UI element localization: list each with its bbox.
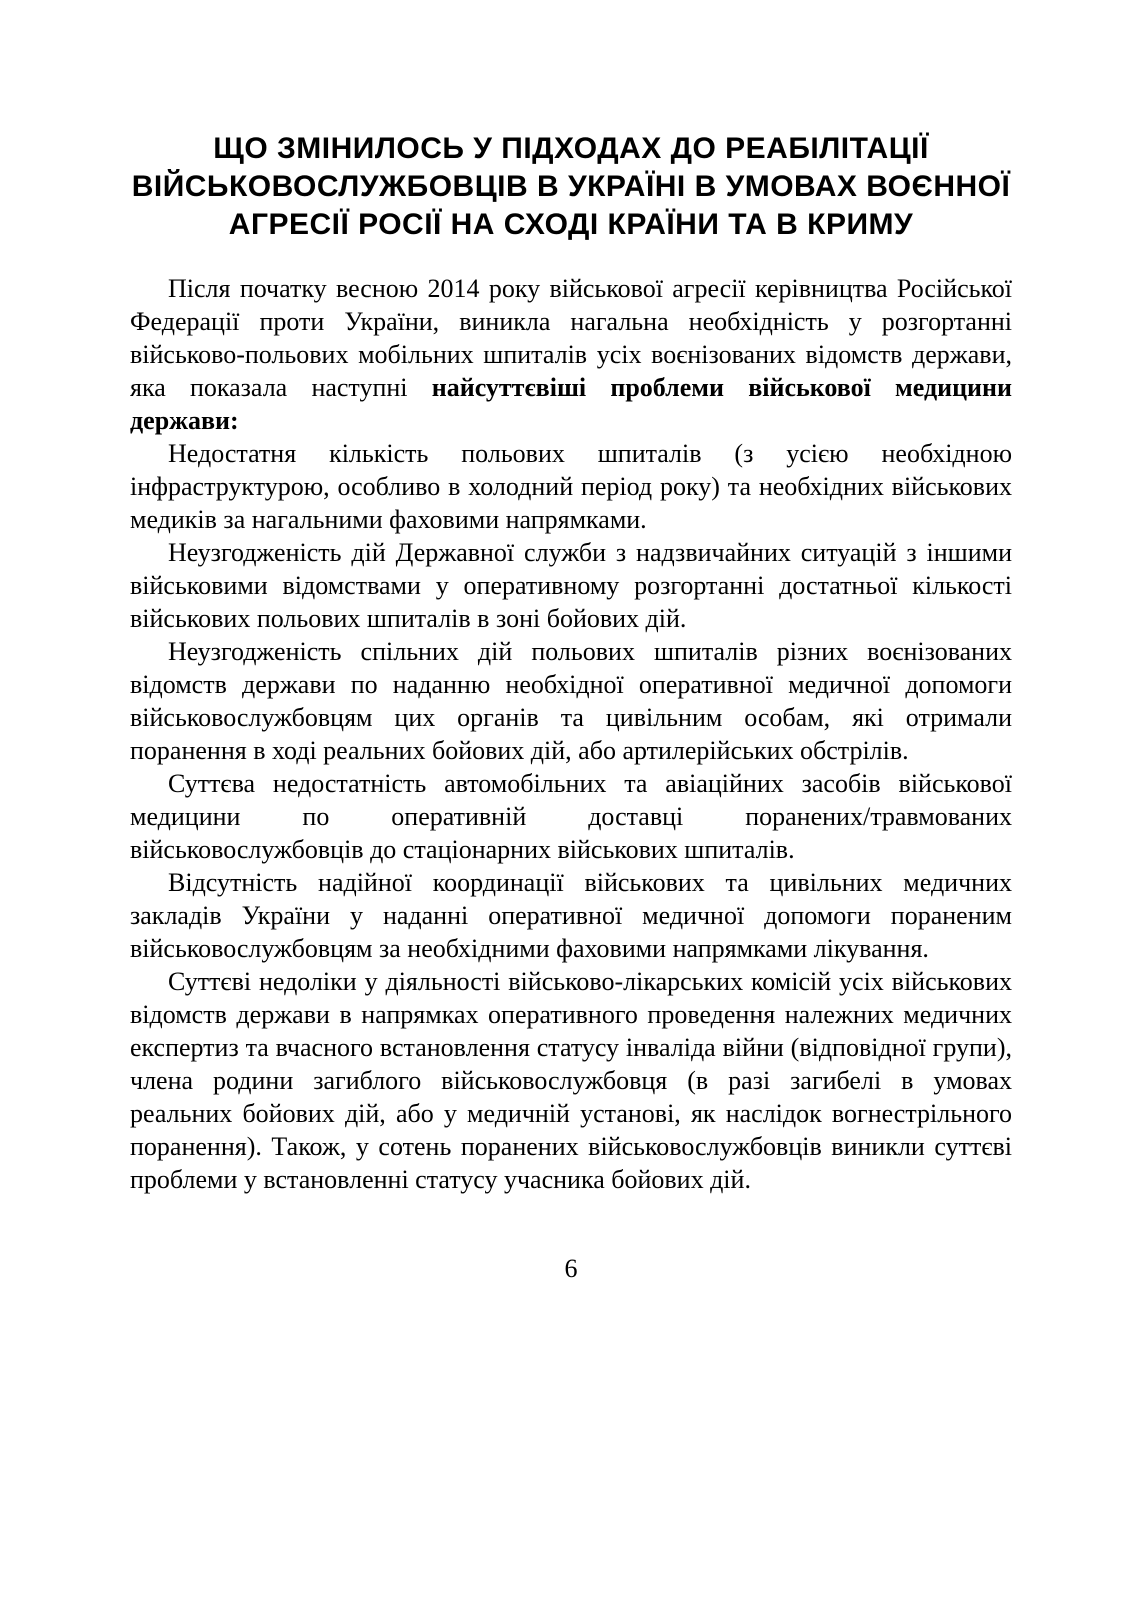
paragraph	[130, 272, 1012, 437]
paragraph	[130, 635, 1012, 767]
text-run: Суттєва недостатність автомобільних та авіаційних засобів військової медицини по оперативній доставці поранених/травмованих військовослужбовців до стаціонарних військових шпиталів.	[130, 769, 1012, 864]
paragraph	[130, 536, 1012, 635]
text-run: Після початку весною 2014 року військової агресії керівництва Російської Федерації проти України, виникла нагальна необхідність у розгортанні військово-польових мобільних шпиталів усіх воєнізованих відомств держави, яка показала наступні	[130, 274, 1012, 402]
bold-text-run: найсуттєвіші проблеми військової медицини держави:	[130, 373, 1012, 435]
text-run: Суттєві недоліки у діяльності військово-лікарських комісій усіх військових відомств держави в напрямках оперативного проведення належних медичних експертиз та вчасного встановлення статусу інваліда війни (відповідної групи), члена родини загиблого військовослужбовця (в разі загибелі в умовах реальних бойових дій, або у медичній установі, як наслідок вогнестрільного поранення). Також, у сотень поранених військовослужбовців виникли суттєві проблеми у встановленні статусу учасника бойових дій.	[130, 967, 1012, 1194]
text-run: Недостатня кількість польових шпиталів (з усією необхідною інфраструктурою, особливо в холодний період року) та необхідних військових медиків за нагальними фаховими напрямками.	[130, 439, 1012, 534]
text-run: Відсутність надійної координації військових та цивільних медичних закладів України у наданні оперативної медичної допомоги пораненим військовослужбовцям за необхідними фаховими напрямками лікування.	[130, 868, 1012, 963]
paragraph	[130, 767, 1012, 866]
page-number: 6	[564, 1254, 578, 1283]
text-run: Неузгодженість спільних дій польових шпиталів різних воєнізованих відомств держави по наданню необхідної оперативної медичної допомоги військовослужбовцям цих органів та цивільним особам, які отримали поранення в ході реальних бойових дій, або артилерійських обстрілів.	[130, 637, 1012, 765]
page-title: ЩО ЗМІНИЛОСЬ У ПІДХОДАХ ДО РЕАБІЛІТАЦІЇ ВІЙСЬКОВОСЛУЖБОВЦІВ В УКРАЇНІ В УМОВАХ ВОЄННОЇ АГРЕСІЇ РОСІЇ НА СХОДІ КРАЇНИ ТА В КРИМУ	[131, 132, 1011, 241]
paragraph	[130, 965, 1012, 1196]
text-run: Неузгодженість дій Державної служби з надзвичайних ситуацій з іншими військовими відомствами у оперативному розгортанні достатньої кількості військових польових шпиталів в зоні бойових дій.	[130, 538, 1012, 633]
paragraph	[130, 866, 1012, 965]
paragraph	[130, 437, 1012, 536]
document-body	[130, 272, 1012, 1196]
